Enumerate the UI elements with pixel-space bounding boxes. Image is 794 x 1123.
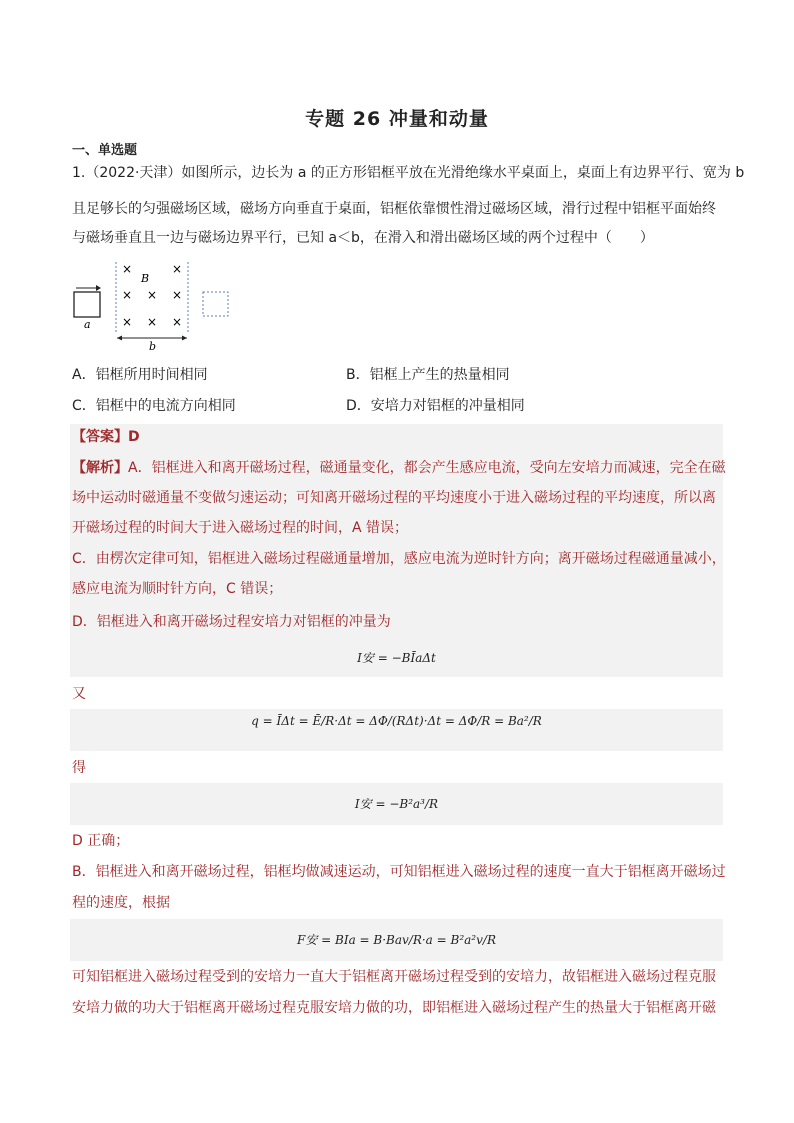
analysis-c-line-1: C．由楞次定律可知，铝框进入磁场过程磁通量增加，感应电流为逆时针方向；离开磁场过程磁通量减小，	[72, 551, 726, 567]
option-d: D．安培力对铝框的冲量相同	[346, 398, 525, 414]
aluminum-frame-square	[74, 292, 100, 317]
field-cross: ×	[122, 288, 133, 302]
analysis-a-line-3: 开磁场过程的时间大于进入磁场过程的时间，A 错误；	[72, 520, 409, 536]
label-a: a	[84, 318, 91, 331]
option-a: A．铝框所用时间相同	[72, 367, 208, 383]
equation-charge: q = ĪΔt = Ē/R·Δt = ΔΦ/(RΔt)·Δt = ΔΦ/R = Ba²/R	[251, 714, 542, 728]
width-arrowhead-right	[182, 336, 187, 341]
field-cross: ×	[172, 288, 183, 302]
analysis-line-1	[72, 458, 726, 478]
field-cross: ×	[122, 262, 133, 276]
velocity-arrowhead	[96, 285, 101, 291]
analysis-b-line-2: 程的速度，根据	[72, 895, 170, 911]
analysis-tag: 【解析】	[72, 460, 128, 476]
field-cross: ×	[172, 315, 183, 329]
analysis-c-line-2: 感应电流为顺时针方向，C 错误；	[72, 581, 283, 597]
question-line-2: 且足够长的匀强磁场区域，磁场方向垂直于桌面，铝框依靠惯性滑过磁场区域，滑行过程中铝框平面始终	[72, 201, 716, 217]
equation-impulse: I安 = −BĪaΔt	[357, 651, 436, 665]
option-b: B．铝框上产生的热量相同	[346, 367, 510, 383]
width-arrowhead-left	[117, 336, 122, 341]
analysis-b-line-1: B．铝框进入和离开磁场过程，铝框均做减速运动，可知铝框进入磁场过程的速度一直大于铝框离开磁场过	[72, 864, 726, 880]
magnetic-field-figure	[70, 260, 240, 352]
question-line-1: 1.（2022·天津）如图所示，边长为 a 的正方形铝框平放在光滑绝缘水平桌面上，桌面上有边界平行、宽为 b	[72, 165, 745, 181]
text-de: 得	[72, 760, 86, 776]
analysis-heat-line-2: 安培力做的功大于铝框离开磁场过程克服安培力做的功，即铝框进入磁场过程产生的热量大于铝框离开磁	[72, 1000, 716, 1016]
question-line-3: 与磁场垂直且一边与磁场边界平行，已知 a＜b，在滑入和滑出磁场区域的两个过程中（ ）	[72, 230, 654, 246]
equation-impulse-result: I安 = −B²a³/R	[354, 797, 439, 811]
label-b: b	[149, 340, 157, 352]
page-title: 专题 26 冲量和动量	[305, 108, 489, 130]
field-cross: ×	[147, 288, 158, 302]
field-cross: ×	[147, 315, 158, 329]
text-you: 又	[72, 686, 86, 702]
analysis-a-line-1: A．铝框进入和离开磁场过程，磁通量变化，都会产生感应电流，受向左安培力而减速，完全在磁	[128, 460, 726, 476]
answer-label: 【答案】D	[72, 429, 140, 445]
analysis-a-line-2: 场中运动时磁通量不变做匀速运动；可知离开磁场过程的平均速度小于进入磁场过程的平均速度，所以离	[72, 490, 716, 506]
label-B: B	[141, 272, 150, 285]
field-cross: ×	[172, 262, 183, 276]
analysis-d-line: D．铝框进入和离开磁场过程安培力对铝框的冲量为	[72, 614, 391, 630]
field-cross: ×	[122, 315, 133, 329]
option-c: C．铝框中的电流方向相同	[72, 398, 236, 414]
section-heading: 一、单选题	[72, 143, 138, 158]
equation-ampere-force: F安 = BIa = B·Bav/R·a = B²a²v/R	[297, 933, 496, 947]
aluminum-frame-exit-position	[203, 292, 228, 316]
text-d-correct: D 正确；	[72, 833, 130, 849]
analysis-heat-line-1: 可知铝框进入磁场过程受到的安培力一直大于铝框离开磁场过程受到的安培力，故铝框进入磁场过程克服	[72, 969, 716, 985]
